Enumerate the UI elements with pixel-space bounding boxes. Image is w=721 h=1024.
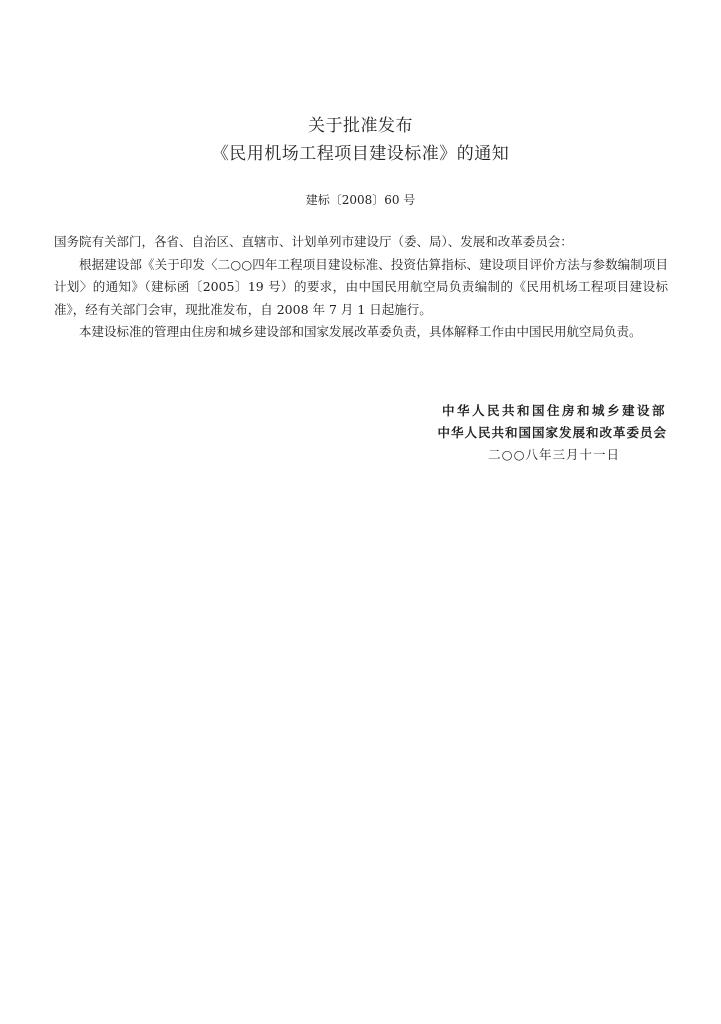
document-title-line1: 关于批准发布 <box>308 116 413 136</box>
issuer-ministry-housing: 中华人民共和国住房和城乡建设部 <box>441 403 667 418</box>
document-body <box>54 231 668 344</box>
body-paragraph-1: 根据建设部《关于印发〈二○○四年工程项目建设标准、投资估算指标、建设项目评价方法与参数编制项目计划〉的通知》（建标函〔2005〕19 号）的要求，由中国民用航空局负责编制的《民用机场工程项目建设标准》，经有关部门会审，现批准发布，自 2008 年 7 月 1 日起施行。 <box>54 256 668 317</box>
signature-block <box>407 400 667 466</box>
body-paragraph-2: 本建设标准的管理由住房和城乡建设部和国家发展改革委负责，具体解释工作由中国民用航空局负责。 <box>79 324 642 339</box>
document-title-line2: 《民用机场工程项目建设标准》的通知 <box>211 144 510 164</box>
issue-date: 二○○八年三月十一日 <box>488 447 620 462</box>
addressee-line: 国务院有关部门，各省、自治区、直辖市、计划单列市建设厅（委、局）、发展和改革委员会： <box>54 234 573 249</box>
document-number: 建标〔2008〕60 号 <box>305 193 416 207</box>
issuer-ndrc: 中华人民共和国国家发展和改革委员会 <box>437 425 667 440</box>
